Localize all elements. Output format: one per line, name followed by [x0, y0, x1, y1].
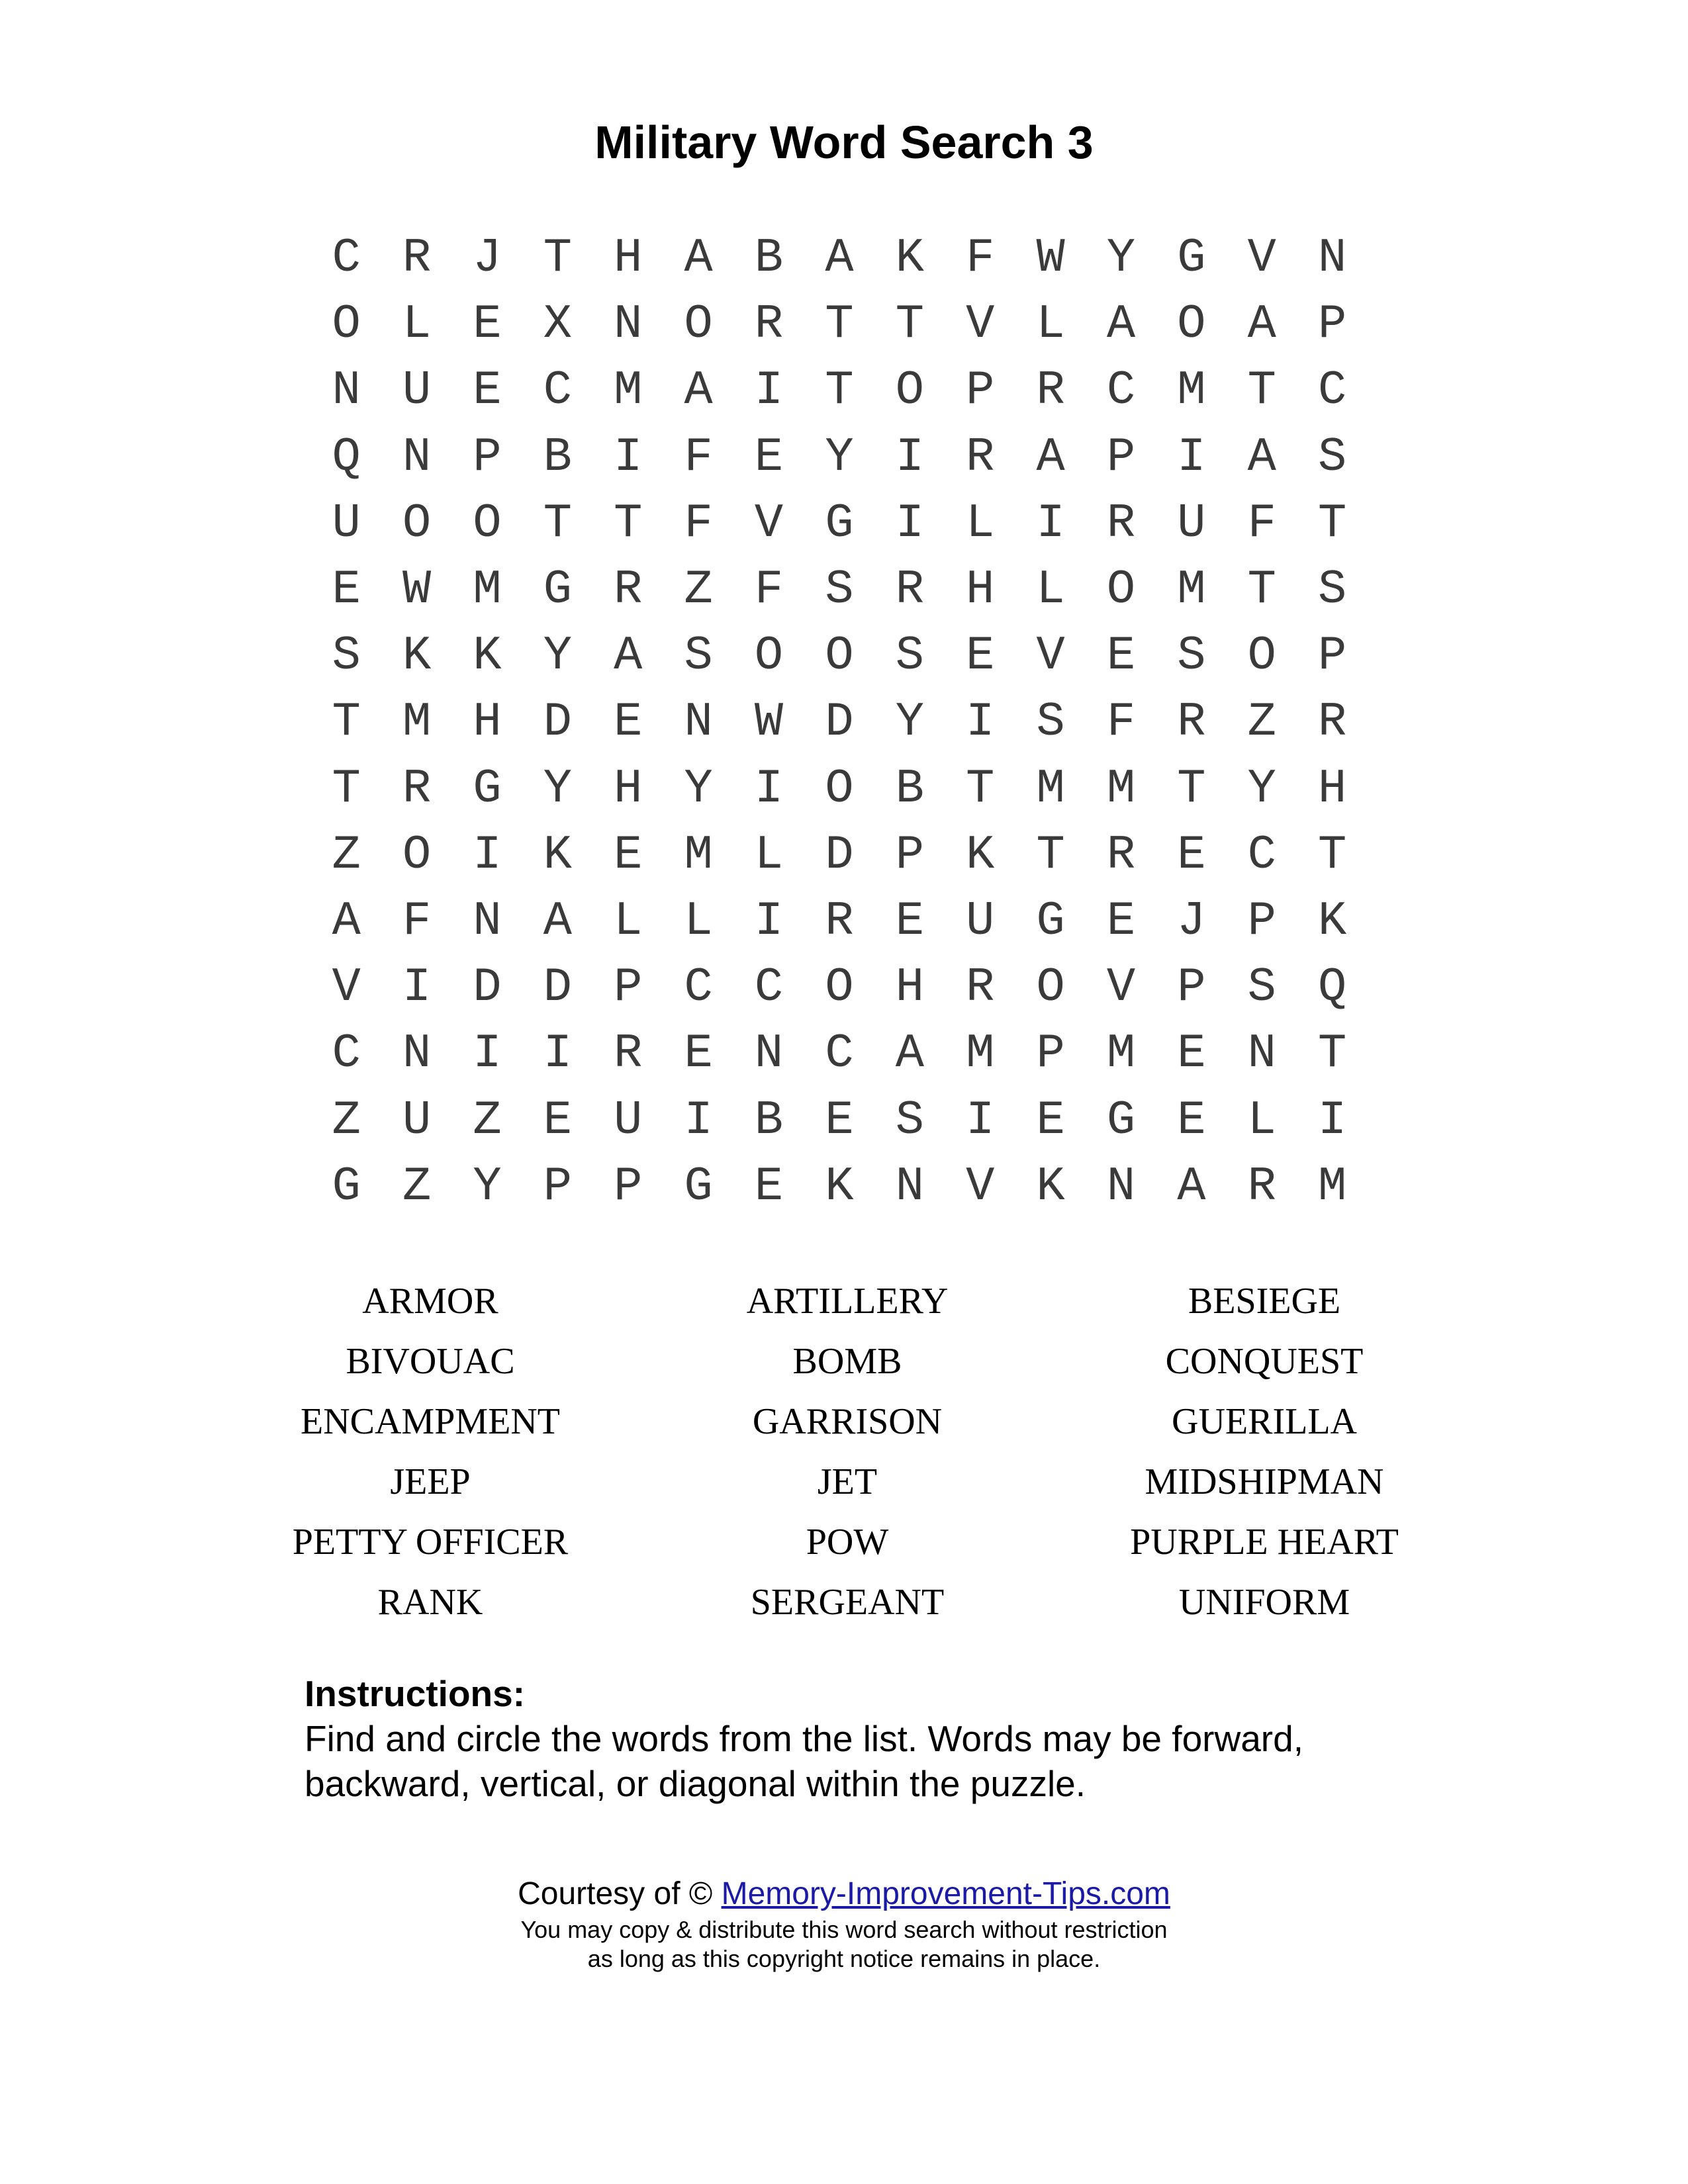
grid-letter[interactable]: R: [614, 563, 643, 617]
grid-letter[interactable]: V: [966, 297, 995, 352]
word-list-item: GUERILLA: [1172, 1400, 1357, 1442]
word-list-item: BIVOUAC: [346, 1340, 515, 1382]
grid-letter[interactable]: I: [473, 1026, 502, 1081]
grid-letter[interactable]: S: [684, 629, 713, 684]
grid-letter[interactable]: R: [1247, 1159, 1276, 1214]
grid-letter[interactable]: V: [754, 496, 784, 551]
courtesy-line: [0, 1873, 1688, 1915]
grid-letter[interactable]: B: [895, 761, 924, 816]
grid-letter[interactable]: L: [684, 893, 713, 948]
word-list-item: JEEP: [390, 1461, 471, 1502]
grid-letter[interactable]: A: [1106, 297, 1136, 352]
word-list: [278, 1271, 1417, 1632]
word-list-item: GARRISON: [752, 1400, 943, 1442]
grid-letter[interactable]: A: [332, 893, 361, 948]
grid-letter[interactable]: E: [543, 1093, 572, 1148]
grid-letter[interactable]: T: [1036, 827, 1065, 882]
grid-letter[interactable]: V: [1106, 960, 1136, 1015]
grid-letter[interactable]: O: [825, 629, 854, 684]
grid-letter[interactable]: P: [543, 1159, 572, 1214]
grid-letter[interactable]: K: [895, 231, 924, 286]
grid-letter[interactable]: R: [966, 430, 995, 484]
grid-letter[interactable]: C: [543, 363, 572, 418]
grid-letter[interactable]: F: [754, 563, 784, 617]
grid-letter[interactable]: R: [754, 297, 784, 352]
grid-letter[interactable]: E: [1177, 1026, 1206, 1081]
grid-letter[interactable]: Y: [543, 629, 572, 684]
grid-letter[interactable]: E: [473, 297, 502, 352]
grid-letter[interactable]: I: [1318, 1093, 1347, 1148]
grid-letter[interactable]: A: [543, 893, 572, 948]
grid-letter[interactable]: U: [402, 363, 432, 418]
grid-letter[interactable]: T: [1247, 363, 1276, 418]
copyright-notice-line-2: as long as this copyright notice remains in place.: [587, 1945, 1101, 1972]
grid-letter[interactable]: E: [1177, 1093, 1206, 1148]
grid-letter[interactable]: I: [966, 695, 995, 750]
grid-letter[interactable]: A: [684, 231, 713, 286]
grid-letter[interactable]: E: [754, 1159, 784, 1214]
grid-letter[interactable]: E: [332, 563, 361, 617]
grid-letter[interactable]: G: [332, 1159, 361, 1214]
grid-letter[interactable]: W: [402, 563, 432, 617]
grid-letter[interactable]: R: [1036, 363, 1065, 418]
grid-letter[interactable]: T: [895, 297, 924, 352]
grid-letter[interactable]: C: [1318, 363, 1347, 418]
grid-letter[interactable]: C: [1106, 363, 1136, 418]
grid-letter[interactable]: C: [825, 1026, 854, 1081]
grid-letter[interactable]: L: [1036, 297, 1065, 352]
grid-letter[interactable]: H: [614, 231, 643, 286]
grid-letter[interactable]: W: [754, 695, 784, 750]
grid-letter[interactable]: O: [1177, 297, 1206, 352]
grid-letter[interactable]: P: [614, 1159, 643, 1214]
grid-letter[interactable]: H: [614, 761, 643, 816]
footer: [0, 1873, 1688, 1974]
grid-letter[interactable]: F: [1106, 695, 1136, 750]
grid-letter[interactable]: O: [1247, 629, 1276, 684]
instructions: [305, 1671, 1430, 1806]
grid-letter[interactable]: Z: [684, 563, 713, 617]
grid-letter[interactable]: Y: [684, 761, 713, 816]
grid-letter[interactable]: M: [1106, 1026, 1136, 1081]
grid-letter[interactable]: E: [684, 1026, 713, 1081]
grid-letter[interactable]: U: [966, 893, 995, 948]
grid-letter[interactable]: S: [825, 563, 854, 617]
grid-letter[interactable]: K: [1036, 1159, 1065, 1214]
grid-letter[interactable]: O: [332, 297, 361, 352]
grid-letter[interactable]: R: [895, 563, 924, 617]
grid-letter[interactable]: T: [1318, 827, 1347, 882]
grid-letter[interactable]: F: [684, 496, 713, 551]
grid-letter[interactable]: R: [966, 960, 995, 1015]
grid-letter[interactable]: P: [1036, 1026, 1065, 1081]
grid-letter[interactable]: O: [1106, 563, 1136, 617]
grid-letter[interactable]: J: [1177, 893, 1206, 948]
grid-letter[interactable]: A: [1247, 297, 1276, 352]
grid-letter[interactable]: T: [332, 761, 361, 816]
grid-letter[interactable]: A: [1036, 430, 1065, 484]
grid-letter[interactable]: P: [1318, 297, 1347, 352]
grid-letter[interactable]: A: [1247, 430, 1276, 484]
word-list-item: MIDSHIPMAN: [1145, 1461, 1384, 1502]
grid-letter[interactable]: T: [1177, 761, 1206, 816]
word-list-item: CONQUEST: [1165, 1340, 1364, 1382]
grid-letter[interactable]: G: [543, 563, 572, 617]
grid-letter[interactable]: P: [614, 960, 643, 1015]
grid-letter[interactable]: T: [825, 363, 854, 418]
grid-letter[interactable]: L: [1247, 1093, 1276, 1148]
grid-letter[interactable]: P: [1247, 893, 1276, 948]
grid-letter[interactable]: Y: [895, 695, 924, 750]
grid-letter[interactable]: H: [1318, 761, 1347, 816]
grid-letter[interactable]: E: [966, 629, 995, 684]
grid-letter[interactable]: G: [684, 1159, 713, 1214]
word-list-item: BESIEGE: [1188, 1280, 1341, 1322]
grid-letter[interactable]: K: [402, 629, 432, 684]
grid-letter[interactable]: P: [473, 430, 502, 484]
grid-letter[interactable]: S: [1247, 960, 1276, 1015]
grid-letter[interactable]: O: [402, 827, 432, 882]
grid-letter[interactable]: F: [684, 430, 713, 484]
grid-letter[interactable]: Z: [1247, 695, 1276, 750]
grid-letter[interactable]: M: [1036, 761, 1065, 816]
word-list-item: SERGEANT: [750, 1581, 945, 1623]
word-list-item: ARTILLERY: [746, 1280, 949, 1322]
grid-letter[interactable]: R: [1106, 827, 1136, 882]
grid-letter[interactable]: Y: [473, 1159, 502, 1214]
grid-letter[interactable]: K: [825, 1159, 854, 1214]
grid-letter[interactable]: N: [332, 363, 361, 418]
grid-letter[interactable]: M: [966, 1026, 995, 1081]
grid-letter[interactable]: C: [332, 1026, 361, 1081]
grid-letter[interactable]: M: [1177, 363, 1206, 418]
word-list-item: PETTY OFFICER: [292, 1521, 569, 1563]
grid-letter[interactable]: R: [825, 893, 854, 948]
grid-letter[interactable]: A: [1177, 1159, 1206, 1214]
grid-letter[interactable]: I: [614, 430, 643, 484]
grid-letter[interactable]: N: [402, 430, 432, 484]
grid-letter[interactable]: G: [1177, 231, 1206, 286]
grid-letter[interactable]: K: [1318, 893, 1347, 948]
word-list-item: RANK: [377, 1581, 483, 1623]
grid-letter[interactable]: V: [1036, 629, 1065, 684]
word-list-item: ARMOR: [362, 1280, 498, 1322]
grid-letter[interactable]: G: [1106, 1093, 1136, 1148]
grid-letter[interactable]: T: [543, 496, 572, 551]
grid-letter[interactable]: N: [402, 1026, 432, 1081]
grid-letter[interactable]: D: [825, 827, 854, 882]
grid-letter[interactable]: A: [825, 231, 854, 286]
grid-letter[interactable]: C: [1247, 827, 1276, 882]
grid-letter[interactable]: U: [402, 1093, 432, 1148]
letter-grid: [311, 225, 1368, 1220]
grid-letter[interactable]: J: [473, 231, 502, 286]
grid-letter[interactable]: D: [825, 695, 854, 750]
grid-letter[interactable]: E: [614, 695, 643, 750]
grid-letter[interactable]: S: [1177, 629, 1206, 684]
grid-letter[interactable]: S: [895, 1093, 924, 1148]
grid-letter[interactable]: K: [473, 629, 502, 684]
grid-letter[interactable]: D: [543, 960, 572, 1015]
grid-letter[interactable]: A: [684, 363, 713, 418]
grid-letter[interactable]: T: [1318, 1026, 1347, 1081]
grid-letter[interactable]: I: [895, 430, 924, 484]
grid-letter[interactable]: N: [684, 695, 713, 750]
grid-letter[interactable]: P: [1177, 960, 1206, 1015]
grid-letter[interactable]: P: [966, 363, 995, 418]
instructions-body: Find and circle the words from the list. Words may be forward, backward, vertical, or diagonal within the puzzle.: [305, 1718, 1303, 1804]
grid-letter[interactable]: N: [754, 1026, 784, 1081]
grid-letter[interactable]: K: [543, 827, 572, 882]
grid-letter[interactable]: X: [543, 297, 572, 352]
grid-letter[interactable]: P: [1318, 629, 1347, 684]
grid-letter[interactable]: C: [684, 960, 713, 1015]
grid-letter[interactable]: I: [966, 1093, 995, 1148]
grid-letter[interactable]: T: [825, 297, 854, 352]
word-list-item: JET: [817, 1461, 878, 1502]
grid-letter[interactable]: Y: [1106, 231, 1136, 286]
grid-letter[interactable]: I: [402, 960, 432, 1015]
grid-letter[interactable]: M: [614, 363, 643, 418]
page-title: Military Word Search 3: [594, 116, 1094, 168]
grid-letter[interactable]: E: [1177, 827, 1206, 882]
grid-letter[interactable]: M: [473, 563, 502, 617]
grid-letter[interactable]: I: [754, 761, 784, 816]
grid-letter[interactable]: I: [895, 496, 924, 551]
grid-letter[interactable]: N: [1106, 1159, 1136, 1214]
grid-letter[interactable]: N: [614, 297, 643, 352]
grid-letter[interactable]: B: [543, 430, 572, 484]
grid-letter[interactable]: M: [402, 695, 432, 750]
grid-letter[interactable]: I: [1177, 430, 1206, 484]
grid-letter[interactable]: L: [966, 496, 995, 551]
grid-letter[interactable]: Y: [825, 430, 854, 484]
grid-letter[interactable]: E: [1106, 893, 1136, 948]
grid-letter[interactable]: A: [614, 629, 643, 684]
grid-letter[interactable]: N: [1318, 231, 1347, 286]
word-list-item: PURPLE HEART: [1130, 1521, 1399, 1563]
grid-letter[interactable]: D: [543, 695, 572, 750]
grid-letter[interactable]: T: [614, 496, 643, 551]
grid-letter[interactable]: T: [1247, 563, 1276, 617]
grid-letter[interactable]: R: [1318, 695, 1347, 750]
grid-letter[interactable]: O: [402, 496, 432, 551]
grid-letter[interactable]: I: [543, 1026, 572, 1081]
copyright-notice-line-1: You may copy & distribute this word search without restriction: [520, 1916, 1168, 1943]
grid-letter[interactable]: S: [1036, 695, 1065, 750]
source-link[interactable]: Memory-Improvement-Tips.com: [721, 1876, 1170, 1911]
grid-letter[interactable]: R: [402, 231, 432, 286]
grid-letter[interactable]: U: [1177, 496, 1206, 551]
grid-letter[interactable]: W: [1036, 231, 1065, 286]
grid-letter[interactable]: I: [754, 363, 784, 418]
grid-letter[interactable]: Z: [332, 827, 361, 882]
grid-letter[interactable]: E: [754, 430, 784, 484]
grid-letter[interactable]: L: [754, 827, 784, 882]
grid-letter[interactable]: N: [1247, 1026, 1276, 1081]
grid-letter[interactable]: S: [1318, 563, 1347, 617]
grid-letter[interactable]: R: [1177, 695, 1206, 750]
grid-letter[interactable]: S: [1318, 430, 1347, 484]
grid-letter[interactable]: C: [754, 960, 784, 1015]
grid-letter[interactable]: R: [402, 761, 432, 816]
grid-letter[interactable]: O: [754, 629, 784, 684]
word-list-item: UNIFORM: [1178, 1581, 1350, 1623]
grid-letter[interactable]: P: [1106, 430, 1136, 484]
grid-letter[interactable]: I: [754, 893, 784, 948]
grid-letter[interactable]: V: [1247, 231, 1276, 286]
grid-letter[interactable]: H: [895, 960, 924, 1015]
word-list-item: ENCAMPMENT: [300, 1400, 561, 1442]
grid-letter[interactable]: U: [332, 496, 361, 551]
grid-letter[interactable]: Z: [473, 1093, 502, 1148]
grid-letter[interactable]: Y: [1247, 761, 1276, 816]
grid-letter[interactable]: V: [966, 1159, 995, 1214]
grid-letter[interactable]: L: [402, 297, 432, 352]
grid-letter[interactable]: Z: [332, 1093, 361, 1148]
courtesy-prefix: Courtesy of ©: [518, 1876, 722, 1911]
grid-letter[interactable]: O: [473, 496, 502, 551]
grid-letter[interactable]: Q: [1318, 960, 1347, 1015]
grid-letter[interactable]: F: [966, 231, 995, 286]
grid-letter[interactable]: K: [966, 827, 995, 882]
grid-letter[interactable]: O: [1036, 960, 1065, 1015]
grid-letter[interactable]: H: [966, 563, 995, 617]
grid-letter[interactable]: P: [895, 827, 924, 882]
grid-letter[interactable]: O: [895, 363, 924, 418]
grid-letter[interactable]: Q: [332, 430, 361, 484]
grid-letter[interactable]: D: [473, 960, 502, 1015]
grid-letter[interactable]: L: [614, 893, 643, 948]
grid-letter[interactable]: Z: [402, 1159, 432, 1214]
grid-letter[interactable]: T: [966, 761, 995, 816]
word-list-item: BOMB: [792, 1340, 902, 1382]
grid-letter[interactable]: H: [473, 695, 502, 750]
grid-letter[interactable]: E: [825, 1093, 854, 1148]
grid-letter[interactable]: E: [1036, 1093, 1065, 1148]
grid-letter[interactable]: Y: [543, 761, 572, 816]
grid-letter[interactable]: S: [332, 629, 361, 684]
grid-letter[interactable]: R: [1106, 496, 1136, 551]
grid-letter[interactable]: E: [895, 893, 924, 948]
grid-letter[interactable]: R: [614, 1026, 643, 1081]
grid-letter[interactable]: E: [614, 827, 643, 882]
grid-letter[interactable]: B: [754, 1093, 784, 1148]
grid-letter[interactable]: G: [825, 496, 854, 551]
grid-letter[interactable]: V: [332, 960, 361, 1015]
grid-letter[interactable]: A: [895, 1026, 924, 1081]
grid-letter[interactable]: F: [1247, 496, 1276, 551]
grid-letter[interactable]: F: [402, 893, 432, 948]
grid-letter[interactable]: T: [332, 695, 361, 750]
grid-letter[interactable]: B: [754, 231, 784, 286]
grid-letter[interactable]: N: [895, 1159, 924, 1214]
grid-letter[interactable]: O: [825, 761, 854, 816]
grid-letter[interactable]: T: [543, 231, 572, 286]
grid-letter[interactable]: I: [684, 1093, 713, 1148]
grid-letter[interactable]: G: [1036, 893, 1065, 948]
grid-letter[interactable]: I: [473, 827, 502, 882]
grid-letter[interactable]: E: [1106, 629, 1136, 684]
word-list-item: POW: [806, 1521, 889, 1563]
grid-letter[interactable]: N: [473, 893, 502, 948]
grid-letter[interactable]: M: [1106, 761, 1136, 816]
grid-letter[interactable]: S: [895, 629, 924, 684]
grid-letter[interactable]: C: [332, 231, 361, 286]
instructions-heading: Instructions:: [305, 1673, 526, 1714]
grid-letter[interactable]: M: [1318, 1159, 1347, 1214]
grid-letter[interactable]: U: [614, 1093, 643, 1148]
grid-letter[interactable]: E: [473, 363, 502, 418]
grid-letter[interactable]: G: [473, 761, 502, 816]
grid-letter[interactable]: M: [1177, 563, 1206, 617]
grid-letter[interactable]: O: [825, 960, 854, 1015]
grid-letter[interactable]: L: [1036, 563, 1065, 617]
grid-letter[interactable]: T: [1318, 496, 1347, 551]
grid-letter[interactable]: I: [1036, 496, 1065, 551]
grid-letter[interactable]: O: [684, 297, 713, 352]
grid-letter[interactable]: M: [684, 827, 713, 882]
